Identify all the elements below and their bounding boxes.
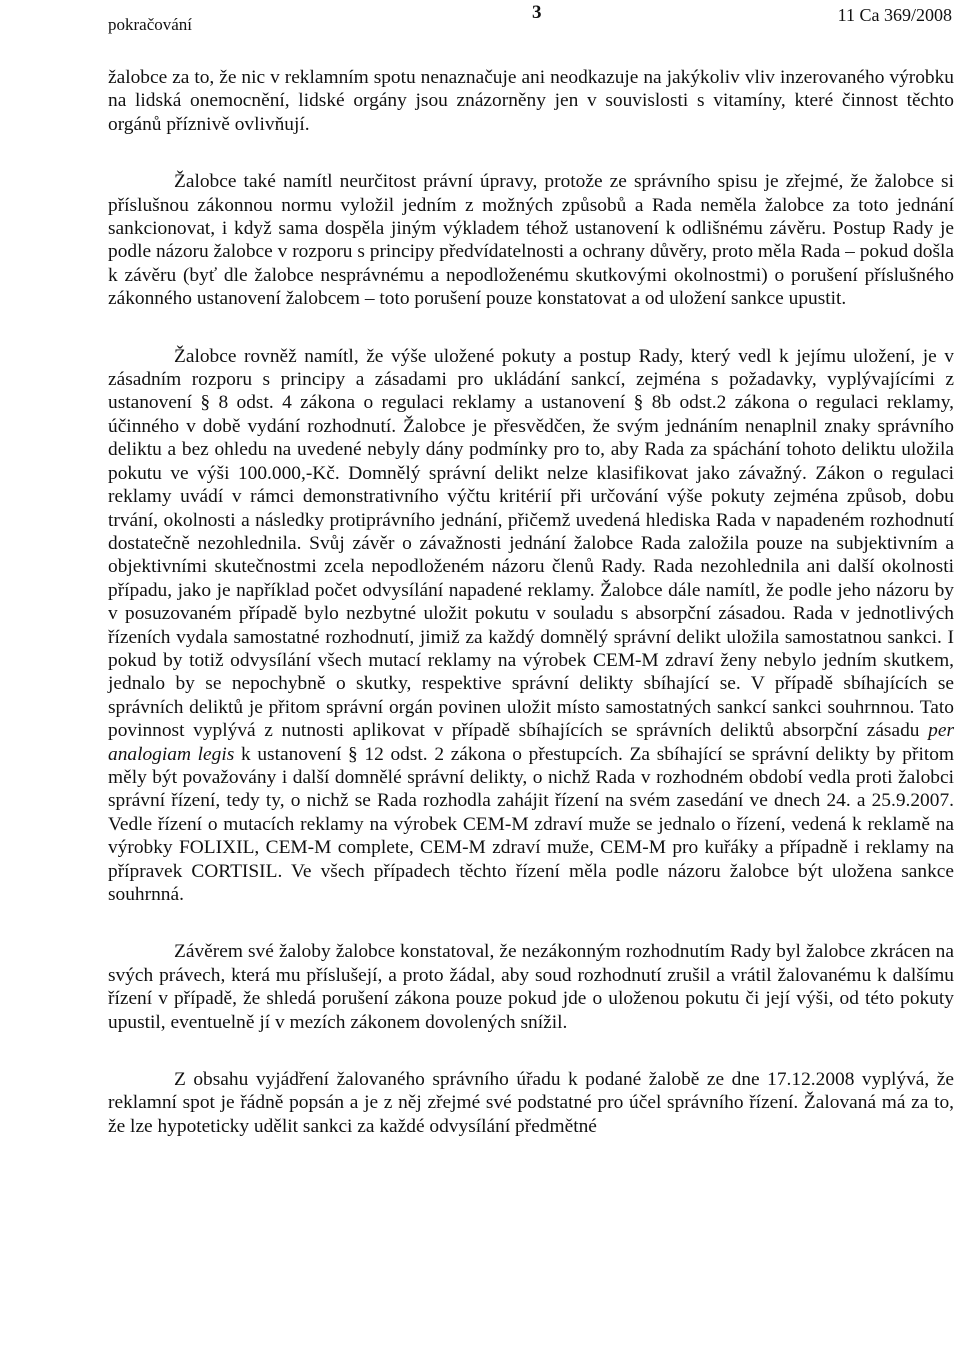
page-number: 3	[532, 2, 542, 23]
paragraph-5: Z obsahu vyjádření žalovaného správního úřadu k podané žalobě ze dne 17.12.2008 vyplývá, že reklamní spot je řádně popsán a je z něj zřejmé své podstatné pro účel správního řízení. Žalovaná má za to, že lze hypoteticky udělit sankci za každé odvysílání předmětné	[108, 1069, 954, 1137]
paragraph-2: Žalobce také namítl neurčitost právní úpravy, protože ze správního spisu je zřejmé, že žalobce si příslušnou zákonnou normu vyložil jedním z možných způsobů a Rada neměla žalobce za toto jednání sankcionovat, i když sama dospěla jiným výkladem téhož ustanovení k odlišnému závěru. Postup Rady je podle názoru žalobce v rozporu s principy předvídatelnosti a ochrany důvěry, proto měla Rada – pokud došla k závěru (byť dle žalobce nesprávnému a nepodloženému skutkovými okolnostmi) o porušení příslušného zákonného ustanovení žalobcem – toto porušení pouze konstatovat a od uložení sankce upustit.	[108, 171, 954, 310]
paragraph-3-part-1: Žalobce rovněž namítl, že výše uložené pokuty a postup Rady, který vedl k jejímu uložení, je v zásadním rozporu s principy a zásadami pro ukládání sankcí, zejména s požadavky, vyplývajícími z ustanovení § 8 odst. 4 zákona o regulaci reklamy a ustanovení § 8b odst.2 zákona o regulaci reklamy, účinného v době vydání rozhodnutí. Žalobce je přesvědčen, že svým jednáním nenaplnil znaky správního deliktu a bez ohledu na uvedené nebyly dány podmínky pro to, aby Rada za spáchání tohoto deliktu uložila pokutu ve výši 100.000,-Kč. Domnělý správní delikt nelze klasifikovat jako závažný. Zákon o regulaci reklamy uvádí v rámci demonstrativního výčtu kritérií při určování výše pokuty zejména způsob, dobu trvání, okolnosti a následky protiprávního jednání, přičemž uvedená hlediska Rada v napadeném rozhodnutí dostatečně nezohlednila. Svůj závěr o závažnosti jednání žalobce Rada založila pouze na subjektivním a objektivními skutečnostmi zcela nepodloženém názoru členů Rady. Rada nezohlednila ani další okolnosti případu, jako je například počet odvysílání napadené reklamy. Žalobce dále namítl, že podle jeho názoru by v posuzovaném případě bylo nezbytné uložit pokutu v souladu s absorpční zásadou. Rada v jednotlivých řízeních vydala samostatné rozhodnutí, jimiž za každý domnělý správní delikt uložila samostatnou sankci. I pokud by totiž odvysílání všech mutací reklamy na výrobek CEM-M zdraví ženy nebylo jedním skutkem, jednalo by se nepochybně o skutky, respektive správní delikty sbíhající se. V případě sbíhajících se správních deliktů je přitom správní orgán povinen uložit místo samostatných sankcí sankci souhrnnou. Tato povinnost vyplývá z nutnosti aplikovat v případě sbíhajících se správních deliktů absorpční zásadu	[108, 345, 954, 742]
paragraph-gap	[108, 311, 954, 345]
paragraph-gap	[108, 906, 954, 940]
paragraph-3	[108, 345, 954, 907]
paragraph-3-part-2: k ustanovení § 12 odst. 2 zákona o přestupcích. Za sbíhající se správní delikty by přitom měly být považovány i další domnělé správní delikty, o nichž Rada v rozhodném období vedla proti žalobci správní řízení, tedy ty, o nichž se Rada rozhodla zahájit řízení na svém zasedání ve dnech 24. a 25.9.2007. Vedle řízení o mutacích reklamy na výrobek CEM-M zdraví muže se jednalo o řízení, vedená k reklamě na výrobky FOLIXIL, CEM-M complete, CEM-M zdraví muže, CEM-M pro kuřáky a případně i reklamy na přípravek CORTISIL. Ve všech případech těchto řízení měla podle názoru žalobce být uložena sankce souhrnná.	[108, 743, 954, 905]
paragraph-gap	[108, 1034, 954, 1068]
case-number: 11 Ca 369/2008	[837, 5, 952, 25]
document-body	[108, 66, 954, 1138]
paragraph-3-italic-phrase: per analogiam legis	[108, 720, 954, 765]
paragraph-4: Závěrem své žaloby žalobce konstatoval, že nezákonným rozhodnutím Rady byl žalobce zkrácen na svých právech, která mu příslušejí, a proto žádal, aby soud rozhodnutí zrušil a vrátil žalovanému k dalšímu řízení v případě, že shledá porušení zákona pouze pokud jde o uloženou pokutu či její výši, od této pokuty upustil, eventuelně jí v mezích zákonem dovolených snížil.	[108, 941, 954, 1033]
continuation-label: pokračování	[108, 15, 193, 34]
paragraph-gap	[108, 136, 954, 170]
paragraph-1: žalobce za to, že nic v reklamním spotu nenaznačuje ani neodkazuje na jakýkoliv vliv inzerovaného výrobku na lidská onemocnění, lidské orgány jsou znázorněny jen v souvislosti s vitamíny, které činnost těchto orgánů příznivě ovlivňují.	[108, 67, 954, 135]
